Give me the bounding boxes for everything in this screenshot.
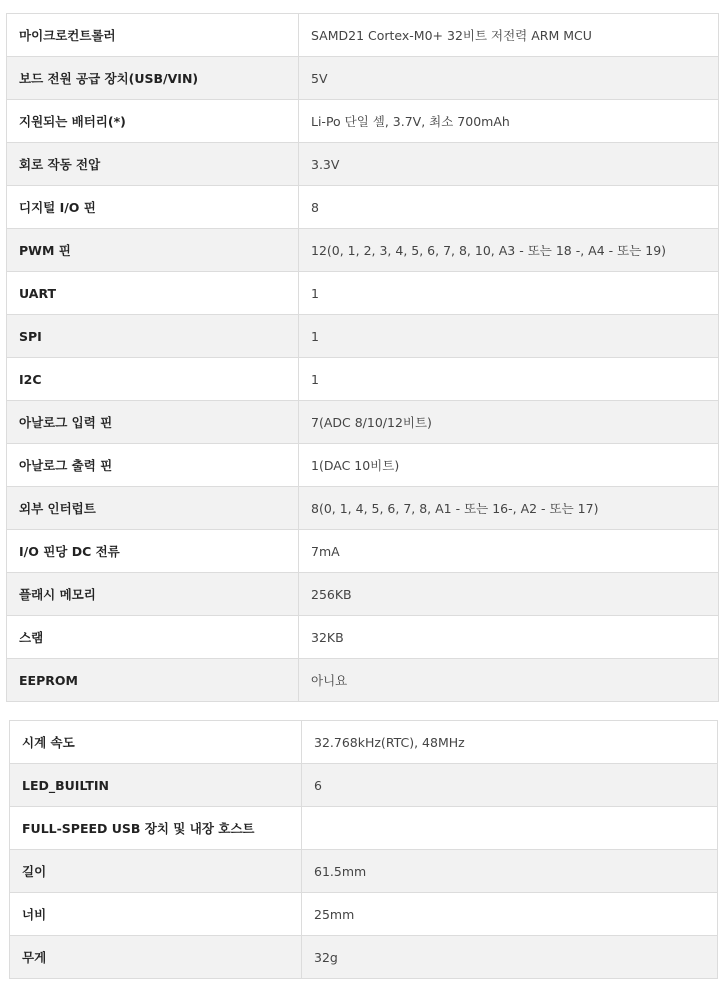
spec-label: 마이크로컨트롤러 [7, 14, 299, 57]
spec-label: 길이 [10, 850, 302, 893]
table-row [7, 272, 719, 315]
table-row [7, 14, 719, 57]
spec-label: SPI [7, 315, 299, 358]
table-row [10, 721, 718, 764]
table-row [7, 401, 719, 444]
spec-value [302, 807, 718, 850]
spec-label: 플래시 메모리 [7, 573, 299, 616]
spec-value: 256KB [299, 573, 719, 616]
spec-label: 무게 [10, 936, 302, 979]
table-row [10, 807, 718, 850]
spec-label: 보드 전원 공급 장치(USB/VIN) [7, 57, 299, 100]
spec-label: 회로 작동 전압 [7, 143, 299, 186]
spec-label: 시계 속도 [10, 721, 302, 764]
table-row [7, 530, 719, 573]
spec-label: I2C [7, 358, 299, 401]
table-row [10, 764, 718, 807]
spec-value: 12(0, 1, 2, 3, 4, 5, 6, 7, 8, 10, A3 - 또는 18 -, A4 - 또는 19) [299, 229, 719, 272]
spec-value: 32.768kHz(RTC), 48MHz [302, 721, 718, 764]
table-row [7, 616, 719, 659]
spec-value: SAMD21 Cortex-M0+ 32비트 저전력 ARM MCU [299, 14, 719, 57]
spec-value: 8(0, 1, 4, 5, 6, 7, 8, A1 - 또는 16-, A2 - 또는 17) [299, 487, 719, 530]
spec-label: 너비 [10, 893, 302, 936]
table-row [7, 659, 719, 702]
table-row [10, 893, 718, 936]
spec-value: 8 [299, 186, 719, 229]
table-row [7, 143, 719, 186]
spec-value: 아니요 [299, 659, 719, 702]
spec-value: 7mA [299, 530, 719, 573]
table-row [7, 315, 719, 358]
spec-label: I/O 핀당 DC 전류 [7, 530, 299, 573]
spec-value: 1 [299, 315, 719, 358]
spec-value: 6 [302, 764, 718, 807]
spec-label: UART [7, 272, 299, 315]
spec-value: 25mm [302, 893, 718, 936]
table-row [7, 186, 719, 229]
spec-label: FULL-SPEED USB 장치 및 내장 호스트 [10, 807, 302, 850]
spec-label: PWM 핀 [7, 229, 299, 272]
spec-value: 1 [299, 272, 719, 315]
spec-value: 5V [299, 57, 719, 100]
spec-label: 외부 인터럽트 [7, 487, 299, 530]
spec-value: 3.3V [299, 143, 719, 186]
spec-table-bottom [9, 720, 718, 979]
spec-label: 아날로그 입력 핀 [7, 401, 299, 444]
spec-value: 1(DAC 10비트) [299, 444, 719, 487]
table-row [7, 57, 719, 100]
spec-label: EEPROM [7, 659, 299, 702]
table-row [7, 229, 719, 272]
spec-label: 디지털 I/O 핀 [7, 186, 299, 229]
spec-value: 1 [299, 358, 719, 401]
spec-label: 지원되는 배터리(*) [7, 100, 299, 143]
table-row [10, 850, 718, 893]
table-row [10, 936, 718, 979]
spec-value: 32KB [299, 616, 719, 659]
table-row [7, 100, 719, 143]
table-row [7, 487, 719, 530]
spec-value: 61.5mm [302, 850, 718, 893]
spec-table-top [6, 13, 719, 702]
spec-label: 아날로그 출력 핀 [7, 444, 299, 487]
table-row [7, 573, 719, 616]
spec-label: LED_BUILTIN [10, 764, 302, 807]
table-row [7, 444, 719, 487]
spec-value: 7(ADC 8/10/12비트) [299, 401, 719, 444]
spec-value: 32g [302, 936, 718, 979]
table-row [7, 358, 719, 401]
spec-label: 스램 [7, 616, 299, 659]
spec-value: Li-Po 단일 셀, 3.7V, 최소 700mAh [299, 100, 719, 143]
